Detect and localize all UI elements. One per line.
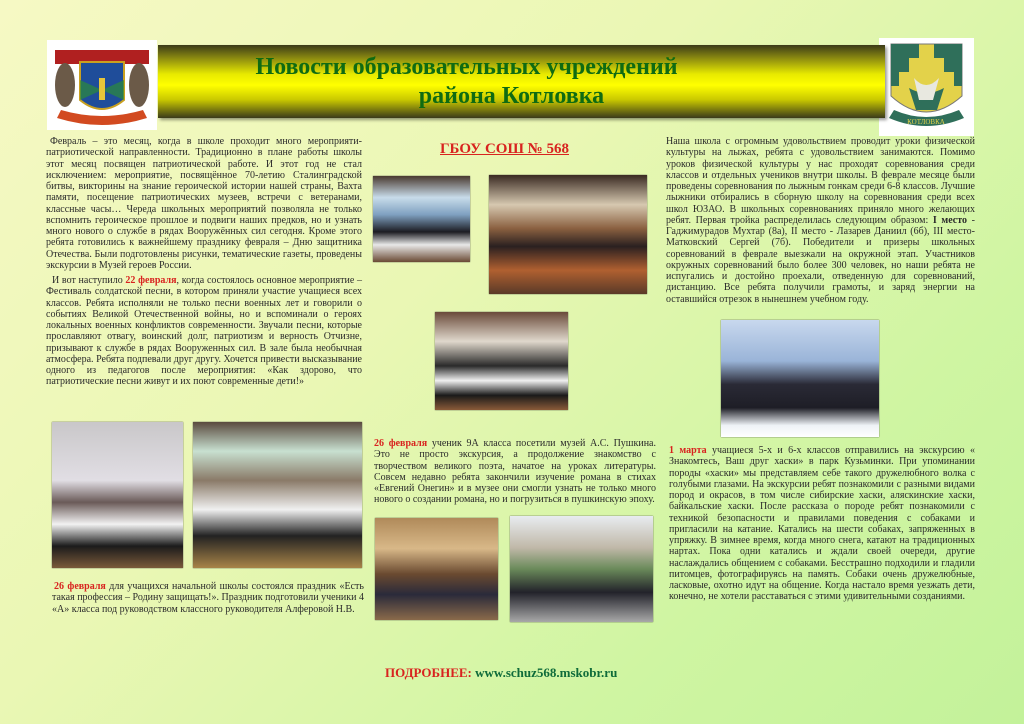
holiday-text: для учащихся начальной школы состоялся праздник «Есть такая профессия – Родину защищать!». Праздник подготовили ученики 4 «А» класса под руководством классного руководителя Алферовой Н.В.: [52, 581, 364, 615]
photo-museum-entrance: [510, 516, 653, 622]
school-title: ГБОУ СОШ № 568: [440, 141, 569, 157]
pushkin-text: ученик 9А класса посетили музей А.С. Пушкина. Это не просто экскурсия, а продолжение знакомство с творчеством великого поэта, начатое на уроках литературы. Совсем недавно ребята закончили изучение романа в стихах «Евгений Онегин» и в музее они смогли узнать не только много нового о создании романа, но и погрузиться в пушкинскую эпоху.: [374, 438, 656, 506]
photo-ski-team: [721, 320, 879, 437]
article-skiing: [666, 136, 975, 305]
article-soldier-song-festival: [46, 275, 362, 388]
article-pushkin-museum: [374, 438, 656, 506]
photo-girls-choir: [52, 422, 183, 568]
district-coat-of-arms-icon: [47, 40, 157, 130]
husky-date: 1 марта: [669, 445, 707, 456]
pushkin-date: 26 февраля: [374, 438, 428, 449]
article-february-patriotic: Февраль – это месяц, когда в школе проходит много мероприяти-патриотической направленности. Традиционно в плане работы школы этот месяц посвящен патриотической работе. И этот год не стал исключением: мероприятие, посвящённое 70-летию Сталинградской битвы, викторины на знание героической истории нашей страны, Вахта памяти, посещение патриотических музеев, встречи с ветеранами, классные часы… Череда школьных мероприятий позволяла не только вспомнить героическое прошлое и подвиги наших предков, но и узнать много нового о службе в рядах Вооружённых сил сегодня. Кроме этого ребята готовились к важнейшему празднику февраля – Дню защитника Отечества. Были подготовлены рисунки, тематические газеты, проведены экскурсии в Музей героев России.: [46, 136, 362, 271]
festival-prefix: И вот наступило: [52, 275, 126, 286]
article-primary-school-holiday: [52, 581, 364, 615]
footer-more-info: [385, 665, 617, 681]
page-title-line2: района Котловка: [418, 83, 605, 109]
page-title-line1: Новости образовательных учреждений: [255, 54, 678, 80]
husky-text: учащиеся 5-х и 6-х классов отправились на экскурсию « Знакомтесь, Ваш друг хаски» в парк Кузьминки. При упоминании породы «хаски» мы представляем себе такого дружелюбного волка с голубыми глазами. На экскурсии ребят познакомили с разными видами пород и окрасов, в том числе сибирские хаски, аляскинские хаски, байкальские хаски. После рассказа о породе ребят познакомили с техникой безопасности и правилами поведения с собаками и пригласили на катание. Катались на шести собаках, запряженных в упряжку. В зимнее время, когда много снега, катают на традиционных нартах. Пока одни катались и ждали своей очереди, другие наслаждались общением с собаками. Бесстрашно подходили и гладили питомцев, фотографируясь на память. Собаки очень дружелюбные, ласковые, охотно идут на общение. Когда настало время уезжать дети, конечно, не хотели расставаться с этими удивительными созданиями.: [669, 445, 975, 603]
skiing-text-a: Наша школа с огромным удовольствием проводит уроки физической культуры на лыжах, ребята с удовольствием занимаются. Помимо уроков физической культуры у нас проходят соревнования среди классов и отдельных учеников внутри школы. В феврале месяце были проведены соревнования по лыжным гонкам среди 6-8 классов. Лучшие лыжники отбирались в сборную школу на соревнования среди всех школ ЮЗАО. В школьных соревнованиях приняло много желающих ребят. Первая тройка распределилась следующим образом:: [666, 136, 975, 226]
photo-students-stage-2: [489, 175, 647, 294]
skiing-text-b: - Гаджимурадов Мухтар (8а), II место - Лазарев Даниил (6б), III место- Матковский Сергей (7б). Победители и призеры школьных соревнований в феврале выезжали на окружной этап. Участников окружных соревнований было более 300 человек, но наши ребята не испугались и достойно проехали, отведенную для соревнований, дистанцию. Все ребята получили грамоты, и заряд энергии на оставшийся отрезок в нынешнем учебном году.: [666, 214, 975, 305]
crest-text: КОТЛОВКА: [907, 118, 945, 126]
school-website-link[interactable]: www.schuz568.mskobr.ru: [471, 665, 618, 680]
skiing-first-place: I место: [932, 214, 968, 226]
photo-sailor-performance: [193, 422, 362, 568]
article-husky-excursion: [669, 445, 975, 603]
photo-students-stage-3: [435, 312, 568, 410]
photo-students-stage-1: [373, 176, 470, 262]
photo-museum-interior: [375, 518, 498, 620]
festival-date: 22 февраля: [125, 275, 177, 286]
festival-text: , когда состоялось основное мероприятие – Фестиваль солдатской песни, в котором приняли участие учащиеся всех классов. Ребята исполняли не только песни военных лет и говорили о событиях Великой Отечественной войны, но и вспоминали о героях локальных военных конфликтов современности. Звучали песни, которые прославляют отвагу, воинский долг, патриотизм и верность Отчизне, призывают к службе в рядах Вооруженных сил. В зале была необычная атмосфера. Ребята подпевали друг другу. Хочется привести высказывание одного из педагогов после мероприятия: «Как здорово, что патриотические песни живут и их поют современные дети!»: [46, 275, 362, 388]
title-banner: [158, 45, 885, 118]
holiday-date: 26 февраля: [54, 581, 106, 592]
footer-label: ПОДРОБНЕЕ:: [385, 665, 472, 680]
kotlovka-coat-of-arms-icon: [879, 38, 974, 136]
